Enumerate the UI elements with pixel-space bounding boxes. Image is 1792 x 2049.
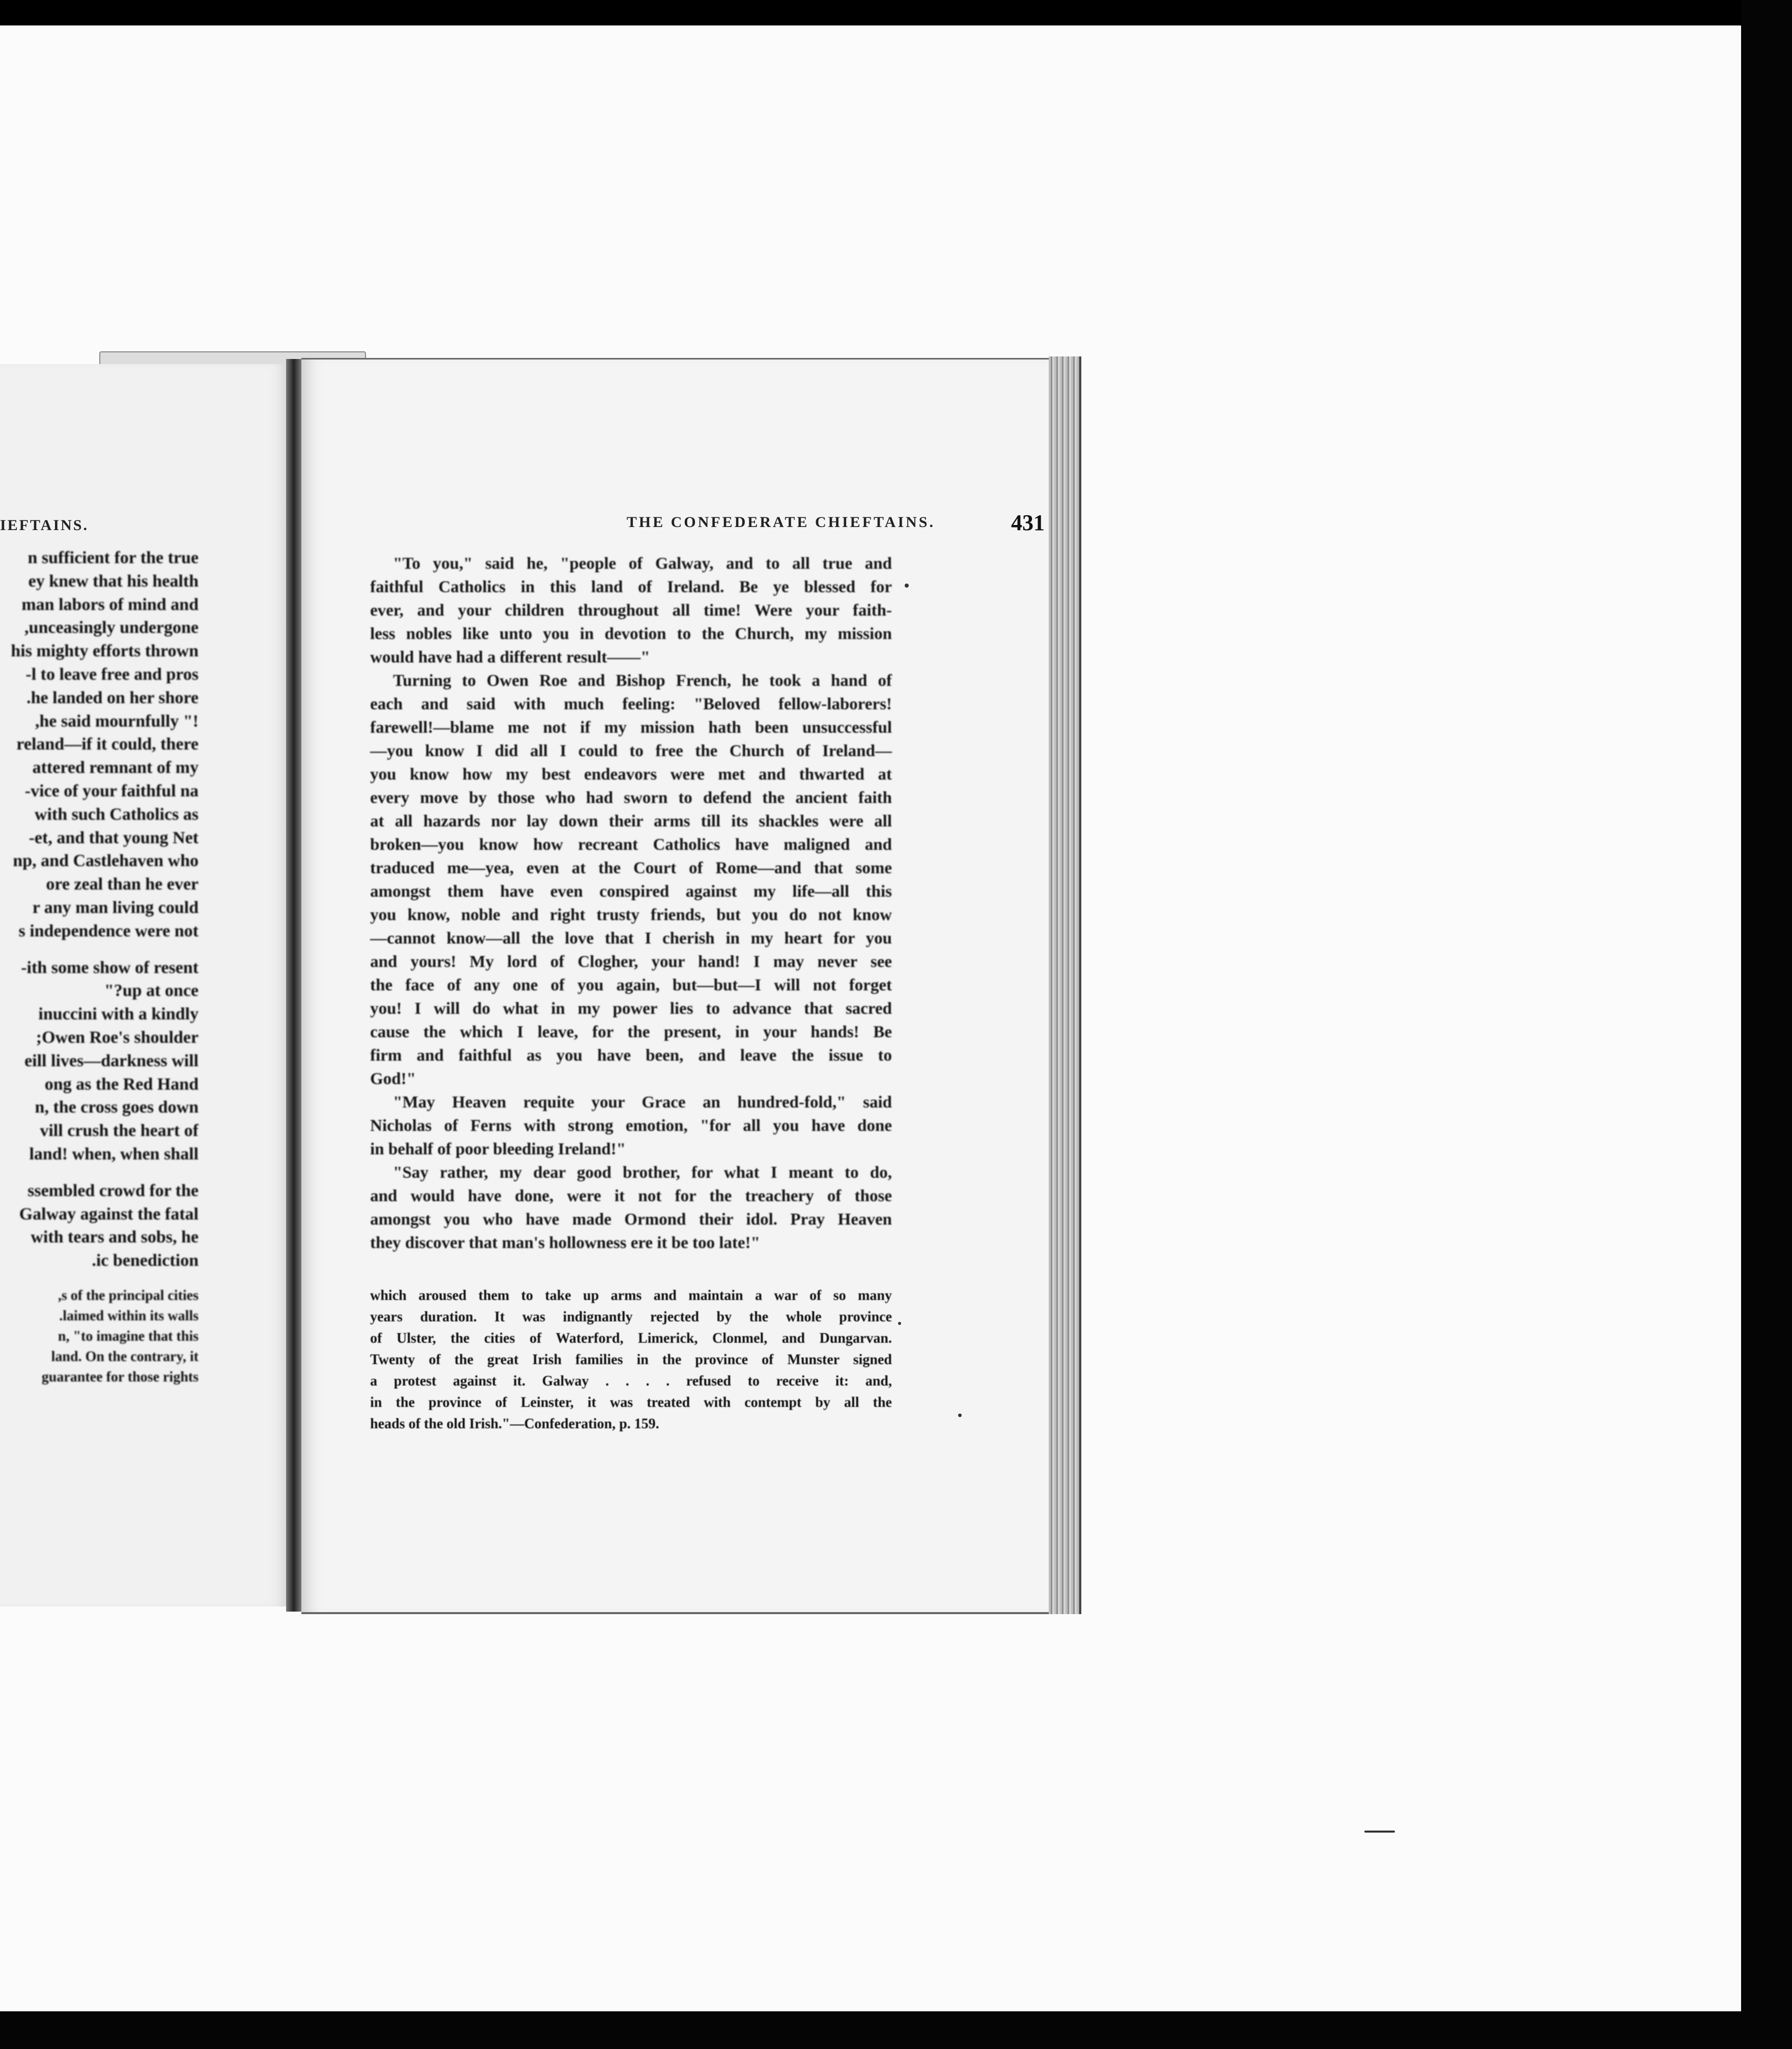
text-line: and would have done, were it not for the treachery of those	[370, 1187, 892, 1205]
body-text	[370, 552, 892, 1255]
left-page	[0, 364, 292, 1607]
left-text-line: ey knew that his health	[28, 571, 199, 591]
scan-speck	[905, 584, 909, 588]
text-line: traduced me—yea, even at the Court of Rome—and that some	[370, 859, 892, 877]
text-line: firm and faithful as you have been, and leave the issue to	[370, 1046, 892, 1065]
left-text-line: he landed on her shore.	[26, 688, 199, 707]
text-line: faithful Catholics in this land of Ireland. Be ye blessed for	[370, 578, 892, 596]
film-border-bottom	[0, 2011, 1792, 2049]
left-text-line: land. On the contrary, it	[51, 1348, 199, 1365]
scan-speck	[958, 1414, 962, 1417]
right-page	[301, 358, 1055, 1614]
text-line: —cannot know—all the love that I cherish in my heart for you	[370, 929, 892, 948]
page-block-edge	[1049, 356, 1081, 1614]
left-text-line: guarantee for those rights	[41, 1369, 199, 1385]
left-text-line: vill crush the heart of	[40, 1121, 199, 1141]
text-line: "May Heaven requite your Grace an hundred-fold," said	[393, 1093, 892, 1112]
left-text-line: s of the principal cities,	[58, 1287, 199, 1304]
left-text-line: n, "to imagine that this	[58, 1328, 199, 1344]
text-line: "To you," said he, "people of Galway, and to all true and	[393, 555, 892, 573]
footnote-line: heads of the old Irish."—Confederation, p. 159.	[370, 1416, 659, 1432]
text-line: less nobles like unto you in devotion to the Church, my mission	[370, 625, 892, 643]
left-text-line: land! when, when shall	[29, 1144, 199, 1164]
text-line: at all hazards nor lay down their arms till its shackles were all	[370, 812, 892, 830]
text-line: each and said with much feeling: "Beloved fellow-laborers!	[370, 695, 892, 713]
left-text-line: inuccini with a kindly	[38, 1005, 199, 1024]
text-line: every move by those who had sworn to defend the ancient faith	[370, 789, 892, 807]
left-text-line: l to leave free and pros-	[25, 664, 199, 684]
text-line: amongst you who have made Ormond their idol. Pray Heaven	[370, 1210, 892, 1229]
film-border-right	[1741, 0, 1792, 2049]
left-text-line: Galway against the fatal	[19, 1204, 199, 1224]
running-head-title: THE CONFEDERATE CHIEFTAINS.	[626, 514, 935, 531]
book-gutter	[286, 359, 301, 1612]
footnote-line: which aroused them to take up arms and maintain a war of so many	[370, 1288, 892, 1304]
footnote-line: of Ulster, the cities of Waterford, Limerick, Clonmel, and Dungarvan.	[370, 1331, 892, 1346]
footnote	[370, 1285, 892, 1435]
left-text-line: Owen Roe's shoulder;	[36, 1028, 199, 1047]
text-line: and yours! My lord of Clogher, your hand! I may never see	[370, 953, 892, 971]
left-text-line: ith some show of resent-	[21, 958, 199, 977]
text-line: in behalf of poor bleeding Ireland!"	[370, 1140, 626, 1158]
left-text-line: attered remnant of my	[32, 758, 199, 778]
left-text-line: with such Catholics as	[34, 805, 199, 824]
text-line: broken—you know how recreant Catholics have maligned and	[370, 836, 892, 854]
page-number: 431	[1011, 510, 1045, 535]
text-line: Turning to Owen Roe and Bishop French, he took a hand of	[393, 672, 892, 690]
text-line: you know how my best endeavors were met and thwarted at	[370, 765, 892, 784]
left-page-text	[0, 546, 199, 1388]
left-text-line: s independence were not	[18, 921, 199, 940]
footnote-line: Twenty of the great Irish families in the province of Munster signed	[370, 1352, 892, 1368]
text-line: cause the which I leave, for the present, in your hands! Be	[370, 1023, 892, 1041]
left-text-line: reland—if it could, there	[16, 735, 199, 754]
text-line: "Say rather, my dear good brother, for what I meant to do,	[393, 1164, 892, 1182]
left-text-line: ore zeal than he ever	[46, 875, 199, 894]
left-text-line: laimed within its walls.	[59, 1308, 199, 1324]
text-line: —you know I did all I could to free the Church of Ireland—	[370, 742, 892, 760]
text-line: you know, noble and right trusty friends, but you do not know	[370, 906, 892, 924]
left-text-line: ong as the Red Hand	[44, 1074, 199, 1094]
left-text-line: ssembled crowd for the	[27, 1181, 199, 1200]
left-text-line: eill lives—darkness will	[24, 1051, 199, 1070]
left-running-head: IEFTAINS.	[0, 517, 89, 534]
text-line: would have had a different result——"	[370, 648, 650, 667]
left-text-line: !" he said mournfully,	[35, 711, 199, 731]
left-text-line: man labors of mind and	[21, 595, 199, 614]
left-text-line: unceasingly undergone,	[24, 618, 199, 638]
text-line: amongst them have even conspired against my life—all this	[370, 882, 892, 901]
text-line: ever, and your children throughout all time! Were your faith-	[370, 601, 892, 620]
scan-speck	[898, 1322, 901, 1325]
left-text-line: r any man living could	[32, 898, 199, 917]
footnote-line: in the province of Leinster, it was treated with contempt by all the	[370, 1395, 892, 1410]
left-text-line: vice of your faithful na-	[24, 781, 199, 800]
text-line: the face of any one of you again, but—but—I will not forget	[370, 976, 892, 994]
right-running-head	[497, 510, 1045, 535]
text-line: you! I will do what in my power lies to advance that sacred	[370, 1000, 892, 1018]
left-text-line: with tears and sobs, he	[31, 1228, 199, 1247]
left-text-line: ic benediction.	[92, 1251, 199, 1270]
left-text-line: et, and that young Net-	[29, 828, 199, 847]
footnote-line: years duration. It was indignantly rejected by the whole province	[370, 1309, 892, 1325]
scan-speck	[1364, 1831, 1395, 1833]
text-line: Nicholas of Ferns with strong emotion, "for all you have done	[370, 1117, 892, 1135]
left-text-line: his mighty efforts thrown	[11, 642, 199, 661]
left-text-line: up at once?"	[104, 981, 199, 1001]
left-text-line: n, the cross goes down	[35, 1098, 199, 1117]
text-line: they discover that man's hollowness ere it be too late!"	[370, 1234, 760, 1252]
left-text-line: n sufficient for the true	[27, 548, 199, 567]
text-line: farewell!—blame me not if my mission hath been unsuccessful	[370, 718, 892, 737]
footnote-line: a protest against it. Galway . . . . refused to receive it: and,	[370, 1373, 892, 1389]
text-line: God!"	[370, 1070, 416, 1088]
left-text-line: np, and Castlehaven who	[13, 851, 199, 871]
